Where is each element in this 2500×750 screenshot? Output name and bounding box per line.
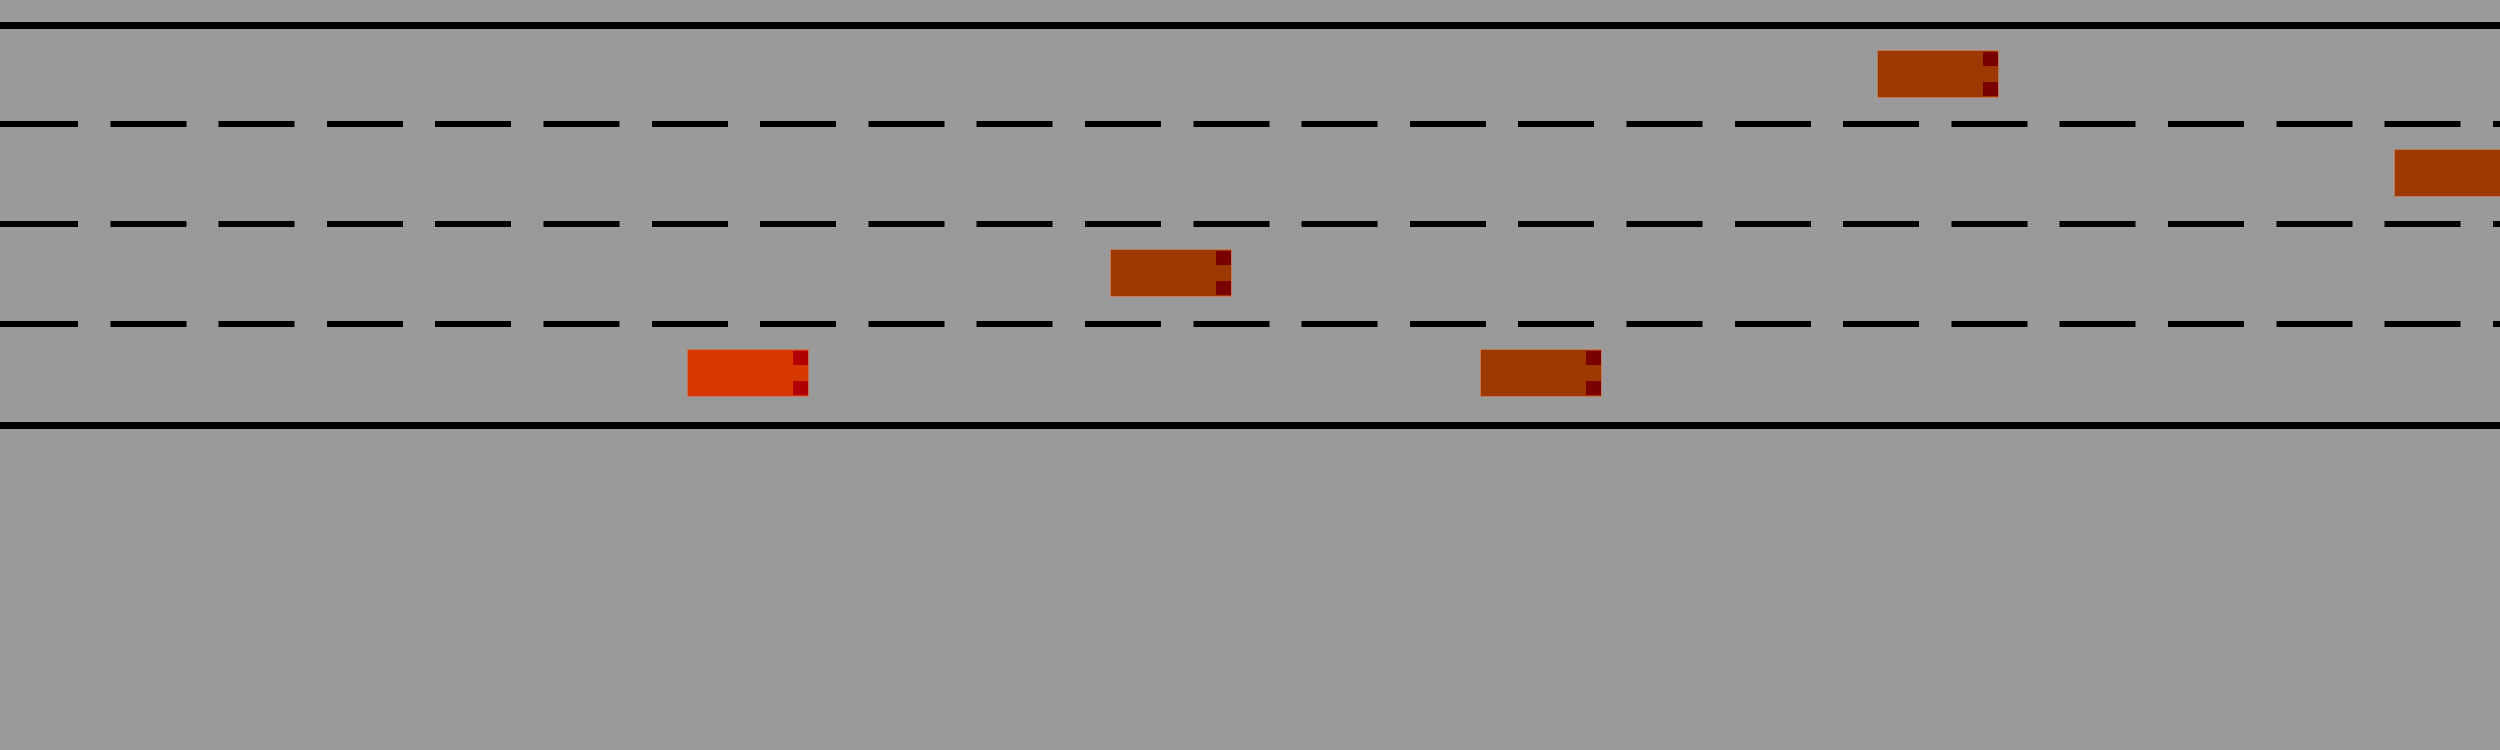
headlight-icon: [793, 351, 808, 365]
headlight-icon: [793, 381, 808, 395]
headlight-icon: [1983, 52, 1998, 66]
ego-car: [687, 349, 809, 397]
headlight-icon: [1983, 82, 1998, 96]
road-top-edge: [0, 22, 2500, 29]
road-bottom-edge: [0, 422, 2500, 429]
npc-car-lane-2: [2394, 149, 2500, 197]
headlight-icon: [1216, 251, 1231, 265]
headlight-icon: [1216, 281, 1231, 295]
headlight-icon: [1586, 351, 1601, 365]
lane-divider-2: [0, 221, 2500, 227]
npc-car-lane-4: [1480, 349, 1602, 397]
lane-divider-3: [0, 321, 2500, 327]
headlight-icon: [1586, 381, 1601, 395]
npc-car-lane-1: [1877, 50, 1999, 98]
npc-car-lane-3: [1110, 249, 1232, 297]
lane-divider-1: [0, 121, 2500, 127]
